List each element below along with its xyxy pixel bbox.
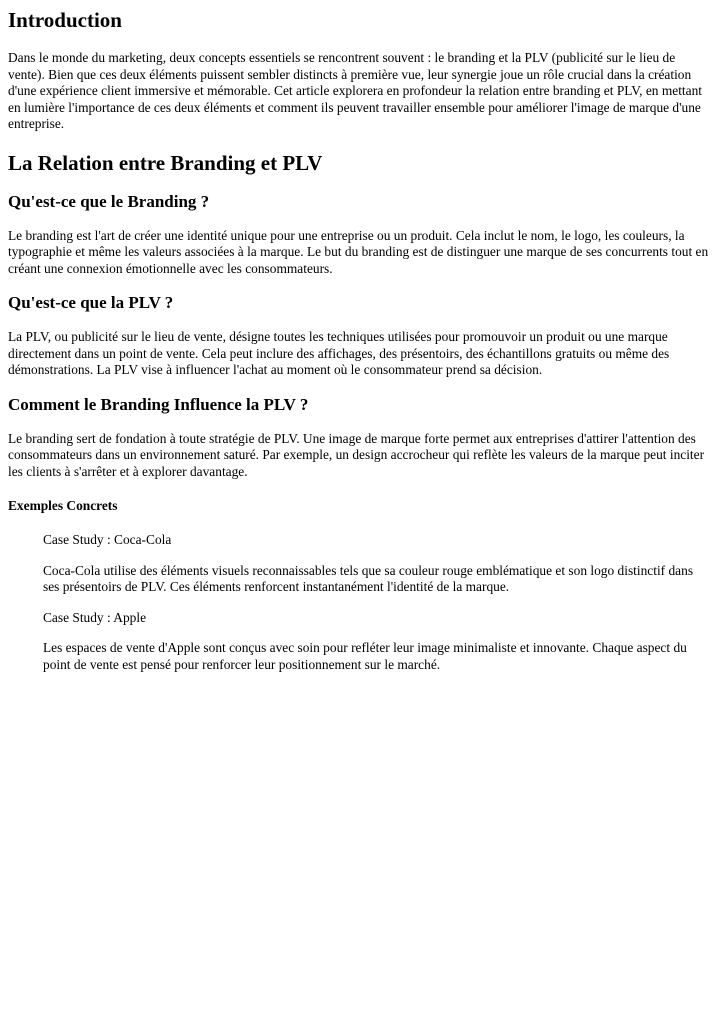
plv-heading: Qu'est-ce que la PLV ? <box>8 293 174 312</box>
case-study-text: Les espaces de vente d'Apple sont conçus avec soin pour refléter leur image minimaliste et innovante. Chaque aspect du point de vente est pensé pour renforcer leur positionnement sur le marché. <box>43 640 687 672</box>
examples-heading: Exemples Concrets <box>8 498 118 513</box>
case-study-label: Case Study : Coca-Cola <box>43 532 172 547</box>
relation-heading: La Relation entre Branding et PLV <box>8 150 323 175</box>
branding-paragraph: Le branding est l'art de créer une identité unique pour une entreprise ou un produit. Cela inclut le nom, le logo, les couleurs, la typographie et même les valeurs associées à la marque. Le but du branding est de distinguer une marque de ses concurrents tout en créant une connexion émotionnelle avec les consommateurs. <box>8 227 709 276</box>
plv-paragraph: La PLV, ou publicité sur le lieu de vente, désigne toutes les techniques utilisées pour promouvoir un produit ou une marque directement dans un point de vente. Cela peut inclure des affichages, des présentoirs, des échantillons gratuits ou même des démonstrations. La PLV vise à influencer l'achat au moment où le consommateur prend sa décision. <box>8 329 670 377</box>
branding-heading: Qu'est-ce que le Branding ? <box>8 191 210 211</box>
intro-heading: Introduction <box>8 8 122 32</box>
article <box>0 8 720 673</box>
examples-list <box>8 532 712 673</box>
case-study-label: Case Study : Apple <box>43 609 147 625</box>
case-study-text: Coca-Cola utilise des éléments visuels reconnaissables tels que sa couleur rouge emblématique et son logo distinctif dans ses présentoirs de PLV. Ces éléments renforcent instantanément l'identité de la marque. <box>43 562 694 594</box>
intro-paragraph: Dans le monde du marketing, deux concepts essentiels se rencontrent souvent : le branding et la PLV (publicité sur le lieu de vente). Bien que ces deux éléments puissent sembler distincts à première vue, leur synergie joue un rôle crucial dans la création d'une expérience client immersive et mémorable. Cet article explorera en profondeur la relation entre branding et PLV, en mettant en lumière l'importance de ces deux éléments et comment ils peuvent travailler ensemble pour améliorer l'image de marque d'une entreprise. <box>8 50 702 131</box>
influence-paragraph: Le branding sert de fondation à toute stratégie de PLV. Une image de marque forte permet aux entreprises d'attirer l'attention des consommateurs dans un environnement saturé. Par exemple, un design accrocheur qui reflète les valeurs de la marque peut inciter les clients à s'arrêter et à explorer davantage. <box>8 430 705 479</box>
influence-heading: Comment le Branding Influence la PLV ? <box>8 394 309 414</box>
